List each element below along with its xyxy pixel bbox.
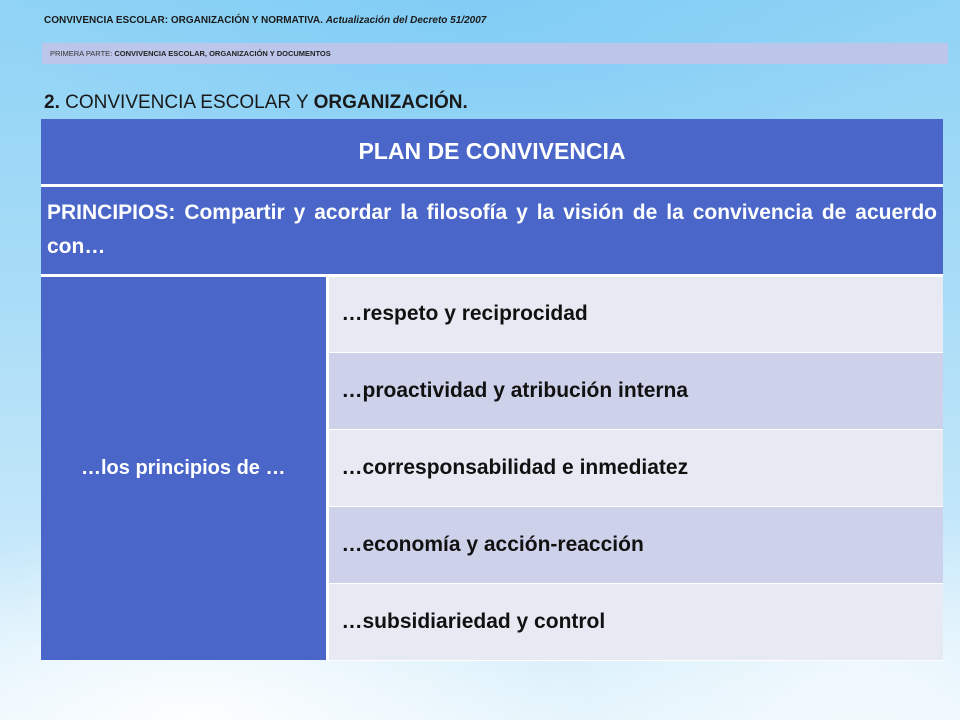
table-title-row (41, 119, 943, 185)
principle-item: …corresponsabilidad e inmediatez (327, 429, 943, 506)
principles-row (41, 185, 943, 275)
heading-number: 2. (44, 92, 60, 113)
table-row (41, 275, 943, 352)
principle-item: …subsidiariedad y control (327, 583, 943, 660)
section-prefix: PRIMERA PARTE: (50, 49, 113, 58)
heading-emphasis: ORGANIZACIÓN. (313, 92, 468, 113)
principle-item: …respeto y reciprocidad (327, 275, 943, 352)
principles-text: Compartir y acordar la filosofía y la visión de la convivencia de acuerdo con… (47, 201, 937, 258)
header-title: CONVIVENCIA ESCOLAR: ORGANIZACIÓN Y NORMATIVA. (44, 15, 323, 26)
heading-text: CONVIVENCIA ESCOLAR Y (65, 92, 309, 113)
principles-label: PRINCIPIOS: (47, 201, 176, 224)
plan-table (41, 119, 943, 661)
section-title: CONVIVENCIA ESCOLAR, ORGANIZACIÓN Y DOCUMENTOS (114, 49, 331, 58)
principle-item: …proactividad y atribución interna (327, 352, 943, 429)
header-subtitle: Actualización del Decreto 51/2007 (325, 15, 487, 26)
principle-item: …economía y acción-reacción (327, 506, 943, 583)
page-heading (44, 92, 468, 114)
principles-cell (41, 185, 943, 275)
table-title: PLAN DE CONVIVENCIA (41, 119, 943, 185)
document-header (44, 15, 486, 26)
section-bar (42, 43, 948, 64)
principles-of-label: …los principios de … (41, 275, 327, 660)
